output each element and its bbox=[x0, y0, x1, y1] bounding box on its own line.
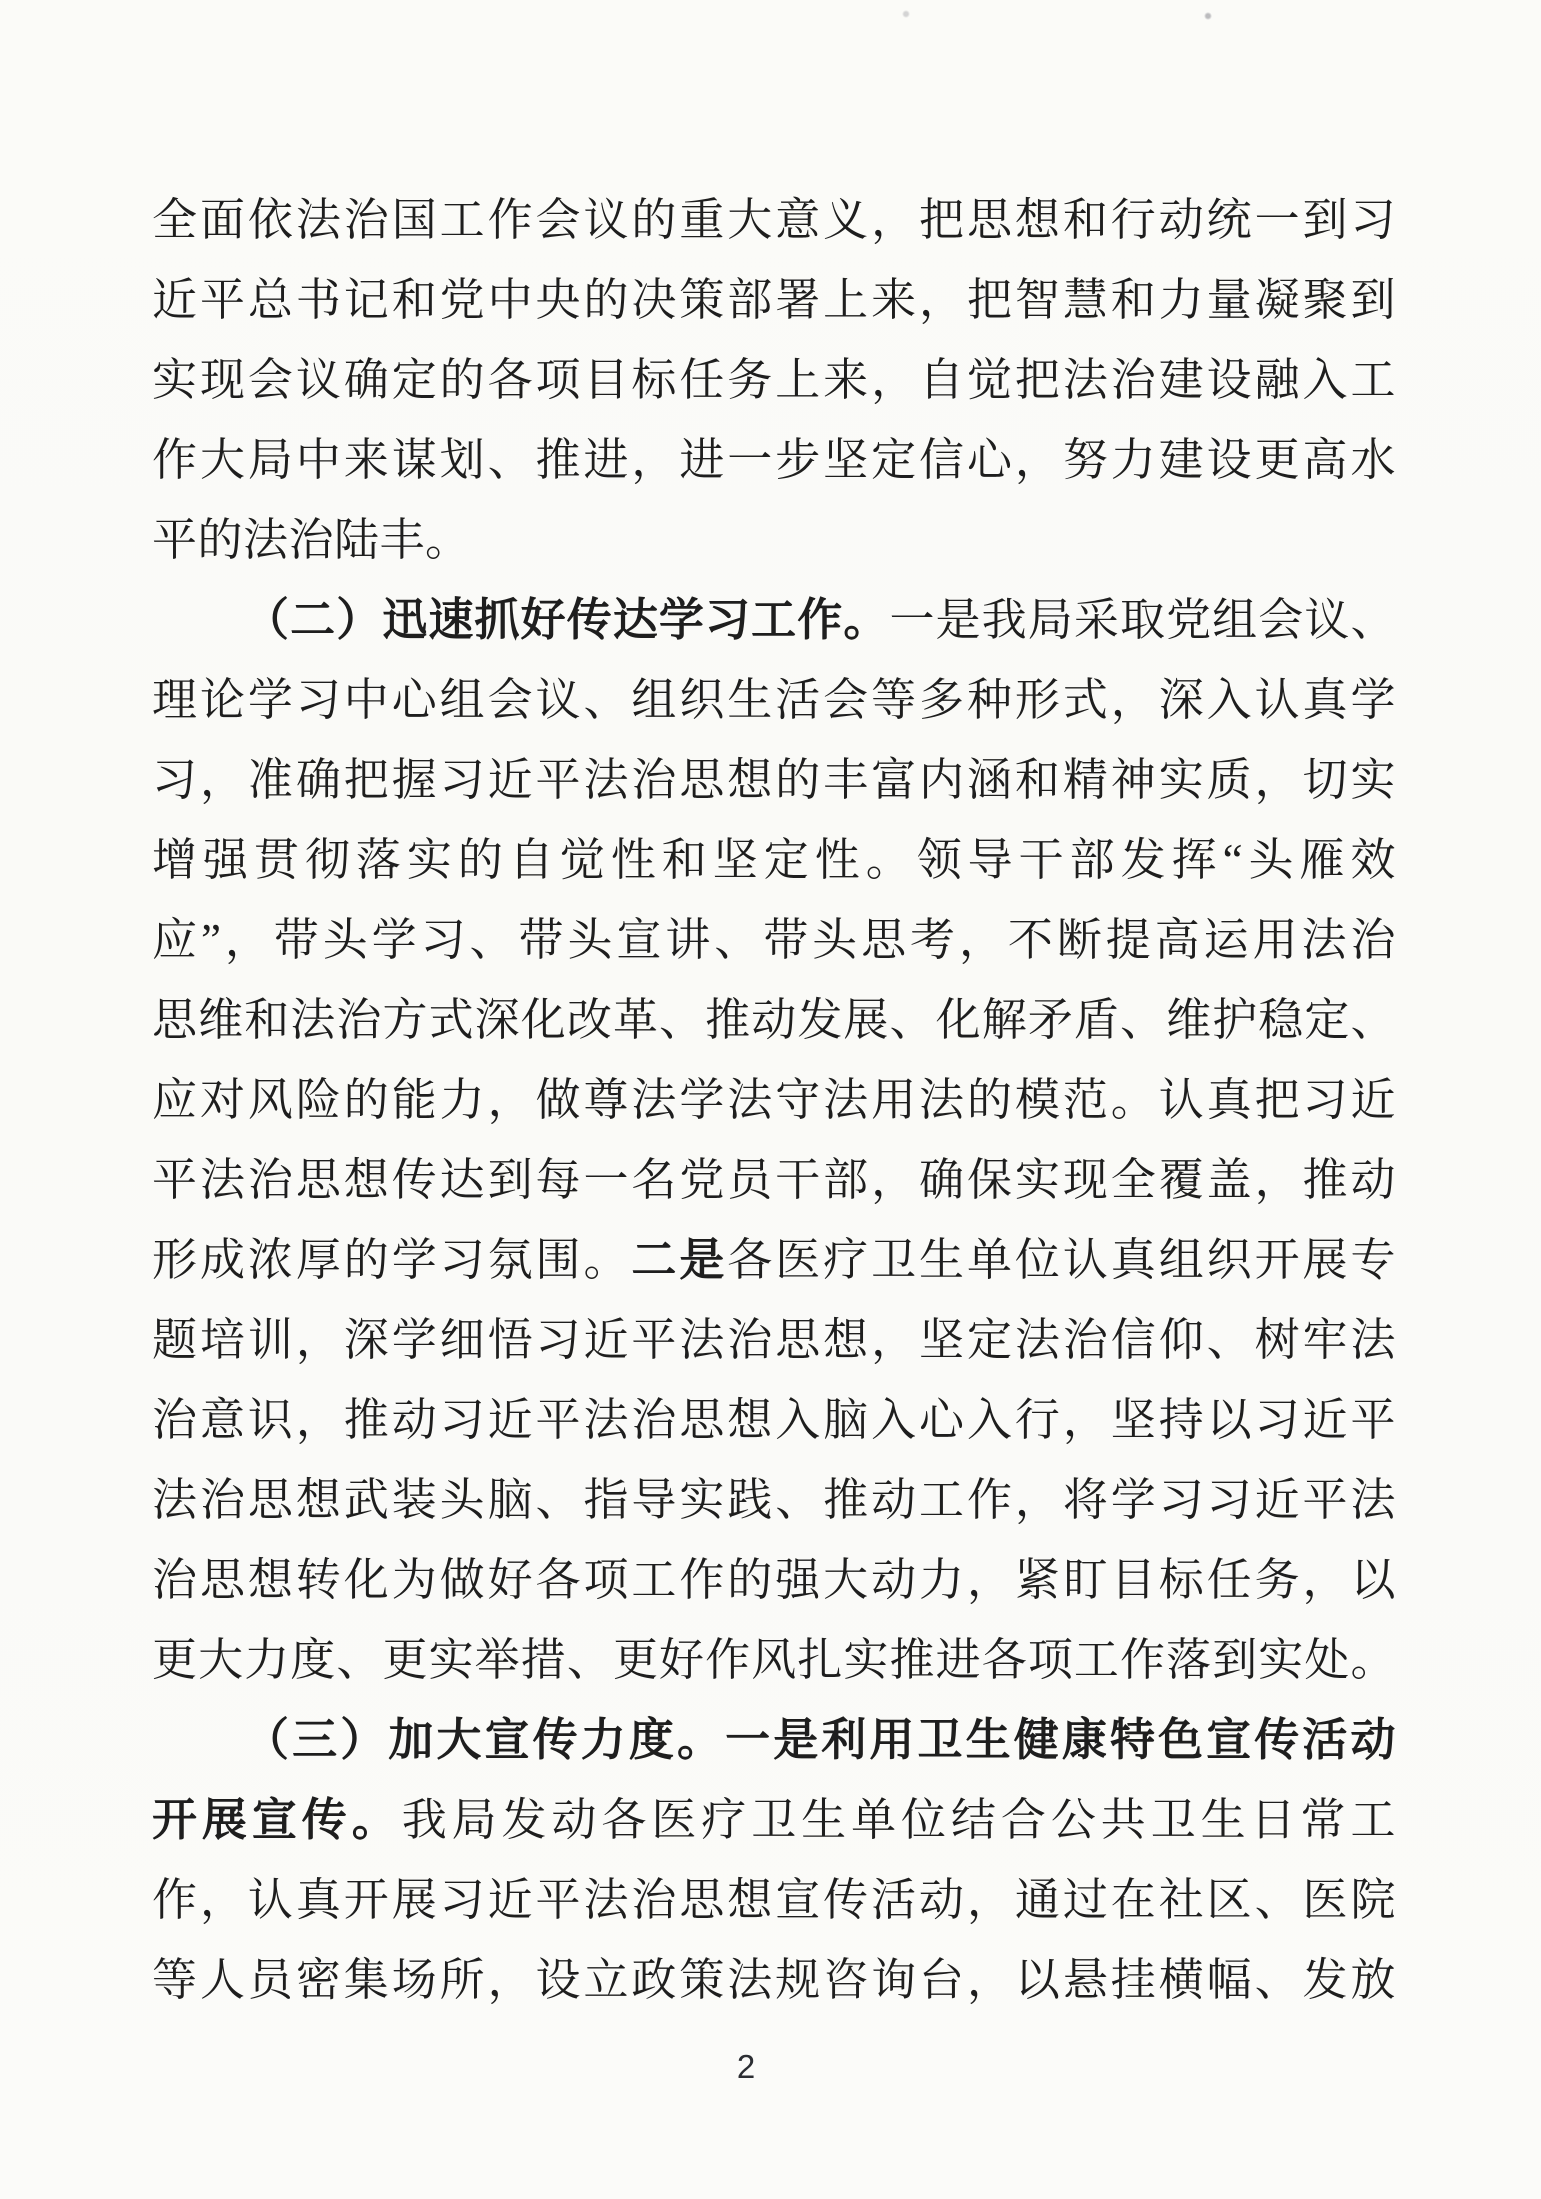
text-segment: 应对风险的能力，做尊法学法守法用法的模范。认真把习近 bbox=[152, 1075, 1396, 1125]
section-heading-text: （三）加大宣传力度。一是利用卫生健康特色宣传活动 bbox=[244, 1715, 1396, 1765]
text-line bbox=[152, 180, 1396, 260]
text-segment: 我局发动各医疗卫生单位结合公共卫生日常工 bbox=[401, 1795, 1396, 1845]
text-line bbox=[152, 1860, 1396, 1940]
text-segment: 一是我局采取党组会议、 bbox=[889, 595, 1396, 645]
text-segment: 作大局中来谋划、推进，进一步坚定信心，努力建设更高水 bbox=[152, 435, 1396, 485]
text-line bbox=[152, 1140, 1396, 1220]
text-line bbox=[152, 1780, 1396, 1860]
text-segment: 等人员密集场所，设立政策法规咨询台，以悬挂横幅、发放 bbox=[152, 1955, 1396, 2005]
text-segment: 理论学习中心组会议、组织生活会等多种形式，深入认真学 bbox=[152, 675, 1396, 725]
text-segment: 治思想转化为做好各项工作的强大动力，紧盯目标任务，以 bbox=[152, 1555, 1396, 1605]
text-line bbox=[152, 900, 1396, 980]
text-line bbox=[152, 980, 1396, 1060]
text-segment: 习，准确把握习近平法治思想的丰富内涵和精神实质，切实 bbox=[152, 755, 1396, 805]
text-line bbox=[152, 500, 1396, 580]
text-segment: 治意识，推动习近平法治思想入脑入心入行，坚持以习近平 bbox=[152, 1395, 1396, 1445]
text-segment: 思维和法治方式深化改革、推动发展、化解矛盾、维护稳定、 bbox=[152, 995, 1396, 1045]
text-segment: 增强贯彻落实的自觉性和坚定性。领导干部发挥“头雁效 bbox=[152, 835, 1396, 885]
text-line bbox=[152, 1380, 1396, 1460]
text-line bbox=[152, 260, 1396, 340]
text-segment: 近平总书记和党中央的决策部署上来，把智慧和力量凝聚到 bbox=[152, 275, 1396, 325]
text-segment: 各医疗卫生单位认真组织开展专 bbox=[727, 1235, 1396, 1285]
text-line bbox=[152, 820, 1396, 900]
text-segment: 形成浓厚的学习氛围。 bbox=[152, 1235, 632, 1285]
text-line bbox=[152, 740, 1396, 820]
text-segment: 法治思想武装头脑、指导实践、推动工作，将学习习近平法 bbox=[152, 1475, 1396, 1525]
section-heading-text: （二）迅速抓好传达学习工作。 bbox=[244, 595, 890, 645]
text-segment: 平的法治陆丰。 bbox=[152, 515, 471, 565]
text-line bbox=[152, 1460, 1396, 1540]
text-line bbox=[152, 1620, 1396, 1700]
text-line bbox=[152, 1300, 1396, 1380]
emphasis-text: 开展宣传。 bbox=[152, 1795, 402, 1845]
text-segment: 全面依法治国工作会议的重大意义，把思想和行动统一到习 bbox=[152, 195, 1396, 245]
text-segment: 实现会议确定的各项目标任务上来，自觉把法治建设融入工 bbox=[152, 355, 1396, 405]
page-number: 2 bbox=[736, 2048, 756, 2085]
text-line bbox=[152, 1220, 1396, 1300]
text-line bbox=[152, 660, 1396, 740]
text-line bbox=[152, 1540, 1396, 1620]
text-segment: 题培训，深学细悟习近平法治思想，坚定法治信仰、树牢法 bbox=[152, 1315, 1396, 1365]
text-segment: 平法治思想传达到每一名党员干部，确保实现全覆盖，推动 bbox=[152, 1155, 1396, 1205]
text-segment: 更大力度、更实举措、更好作风扎实推进各项工作落到实处。 bbox=[152, 1635, 1396, 1685]
text-line bbox=[152, 340, 1396, 420]
text-line bbox=[152, 1940, 1396, 2020]
text-line bbox=[152, 1060, 1396, 1140]
text-line-section-heading bbox=[152, 1700, 1396, 1780]
text-segment: 作，认真开展习近平法治思想宣传活动，通过在社区、医院 bbox=[152, 1875, 1396, 1925]
text-line bbox=[152, 420, 1396, 500]
emphasis-text: 二是 bbox=[631, 1235, 728, 1285]
document-body bbox=[152, 180, 1396, 2020]
text-line-section-heading bbox=[152, 580, 1396, 660]
text-segment: 应”，带头学习、带头宣讲、带头思考，不断提高运用法治 bbox=[152, 915, 1396, 965]
